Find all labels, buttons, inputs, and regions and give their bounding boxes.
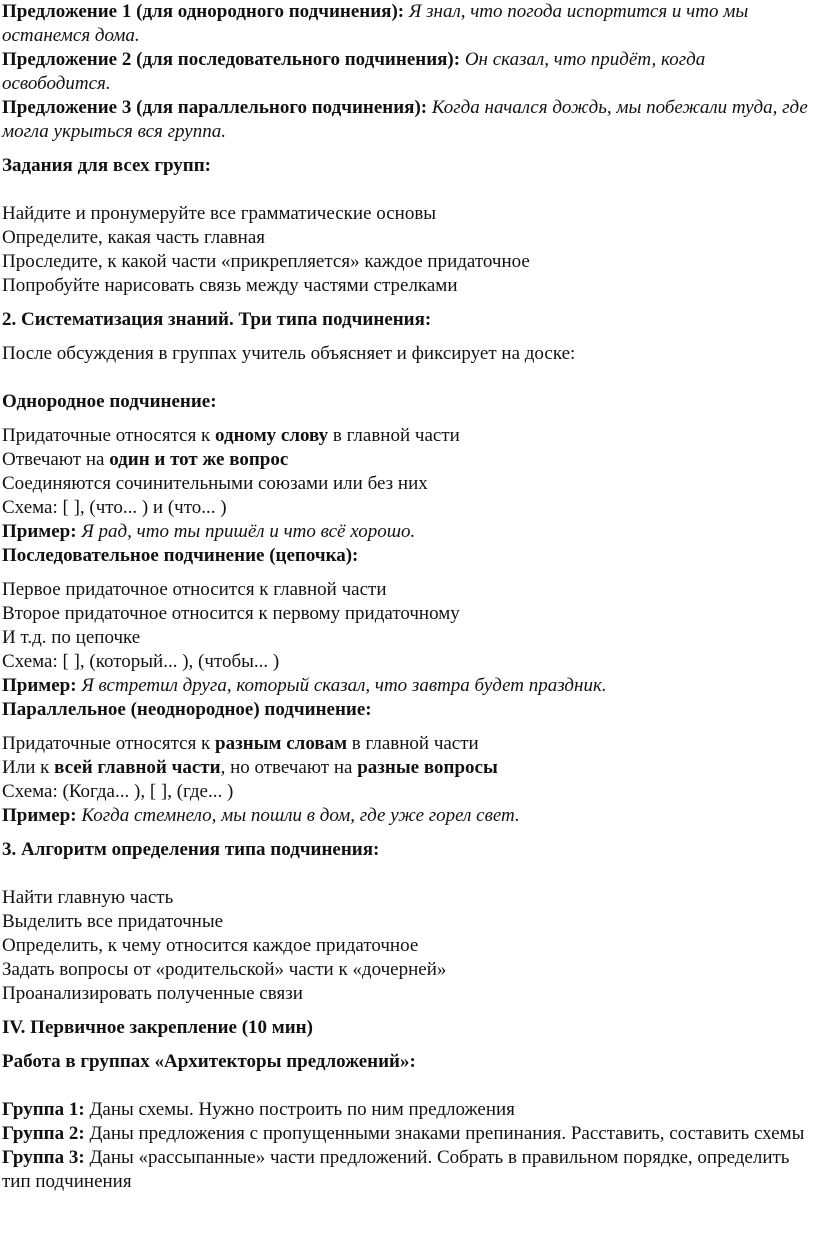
sequential-heading: Последовательное подчинение (цепочка): <box>2 545 359 566</box>
tasks-heading: Задания для всех групп: <box>2 155 211 176</box>
section-4-heading: IV. Первичное закрепление (10 мин) <box>2 1017 313 1038</box>
algorithm-step: Проанализировать полученные связи <box>2 983 303 1004</box>
sentence-3-label: Предложение 3 (для параллельного подчинения): <box>2 97 428 118</box>
parallel-line: Или к всей главной части, но отвечают на разные вопросы <box>2 757 498 778</box>
sequential-line: И т.д. по цепочке <box>2 627 141 648</box>
parallel-example: Пример: Когда стемнело, мы пошли в дом, где уже горел свет. <box>2 805 520 826</box>
sequential-line: Второе придаточное относится к первому придаточному <box>2 603 460 624</box>
homogeneous-schema: Схема: [ ], (что... ) и (что... ) <box>2 497 227 518</box>
algorithm-step: Определить, к чему относится каждое придаточное <box>2 935 419 956</box>
algorithm-step: Найти главную часть <box>2 887 174 908</box>
homogeneous-line: Отвечают на один и тот же вопрос <box>2 449 289 470</box>
section-2-intro: После обсуждения в группах учитель объясняет и фиксирует на доске: <box>2 343 576 364</box>
task-item: Определите, какая часть главная <box>2 227 265 248</box>
task-item: Проследите, к какой части «прикрепляется» каждое придаточное <box>2 251 530 272</box>
algorithm-step: Выделить все придаточные <box>2 911 224 932</box>
sentence-2 <box>2 48 816 96</box>
section-4-subheading: Работа в группах «Архитекторы предложений»: <box>2 1051 416 1072</box>
parallel-line: Придаточные относятся к разным словам в главной части <box>2 733 479 754</box>
sentence-1-text: Я знал, что погода испортится и что мы останемся дома. <box>2 1 749 46</box>
parallel-schema: Схема: (Когда... ), [ ], (где... ) <box>2 781 234 802</box>
sequential-example: Пример: Я встретил друга, который сказал, что завтра будет праздник. <box>2 675 607 696</box>
sequential-schema: Схема: [ ], (который... ), (чтобы... ) <box>2 651 280 672</box>
homogeneous-line: Соединяются сочинительными союзами или без них <box>2 473 428 494</box>
sentence-1 <box>2 0 816 48</box>
homogeneous-example: Пример: Я рад, что ты пришёл и что всё хорошо. <box>2 521 416 542</box>
section-2-heading: 2. Систематизация знаний. Три типа подчинения: <box>2 309 432 330</box>
group-3: Группа 3: Даны «рассыпанные» части предложений. Собрать в правильном порядке, определить тип подчинения <box>2 1147 790 1192</box>
algorithm-step: Задать вопросы от «родительской» части к «дочерней» <box>2 959 447 980</box>
sentence-3-text: Когда начался дождь, мы побежали туда, где могла укрыться вся группа. <box>2 97 808 142</box>
group-2: Группа 2: Даны предложения с пропущенными знаками препинания. Расставить, составить схемы <box>2 1123 805 1144</box>
sentence-2-label: Предложение 2 (для последовательного подчинения): <box>2 49 461 70</box>
group-1: Группа 1: Даны схемы. Нужно построить по ним предложения <box>2 1099 515 1120</box>
homogeneous-line: Придаточные относятся к одному слову в главной части <box>2 425 460 446</box>
task-item: Попробуйте нарисовать связь между частями стрелками <box>2 275 458 296</box>
sequential-line: Первое придаточное относится к главной части <box>2 579 387 600</box>
section-3-heading: 3. Алгоритм определения типа подчинения: <box>2 839 380 860</box>
sentence-1-label: Предложение 1 (для однородного подчинения): <box>2 1 405 22</box>
sentence-2-text: Он сказал, что придёт, когда освободится. <box>2 49 706 94</box>
sentence-3 <box>2 96 816 144</box>
homogeneous-heading: Однородное подчинение: <box>2 391 217 412</box>
task-item: Найдите и пронумеруйте все грамматические основы <box>2 203 437 224</box>
parallel-heading: Параллельное (неоднородное) подчинение: <box>2 699 372 720</box>
